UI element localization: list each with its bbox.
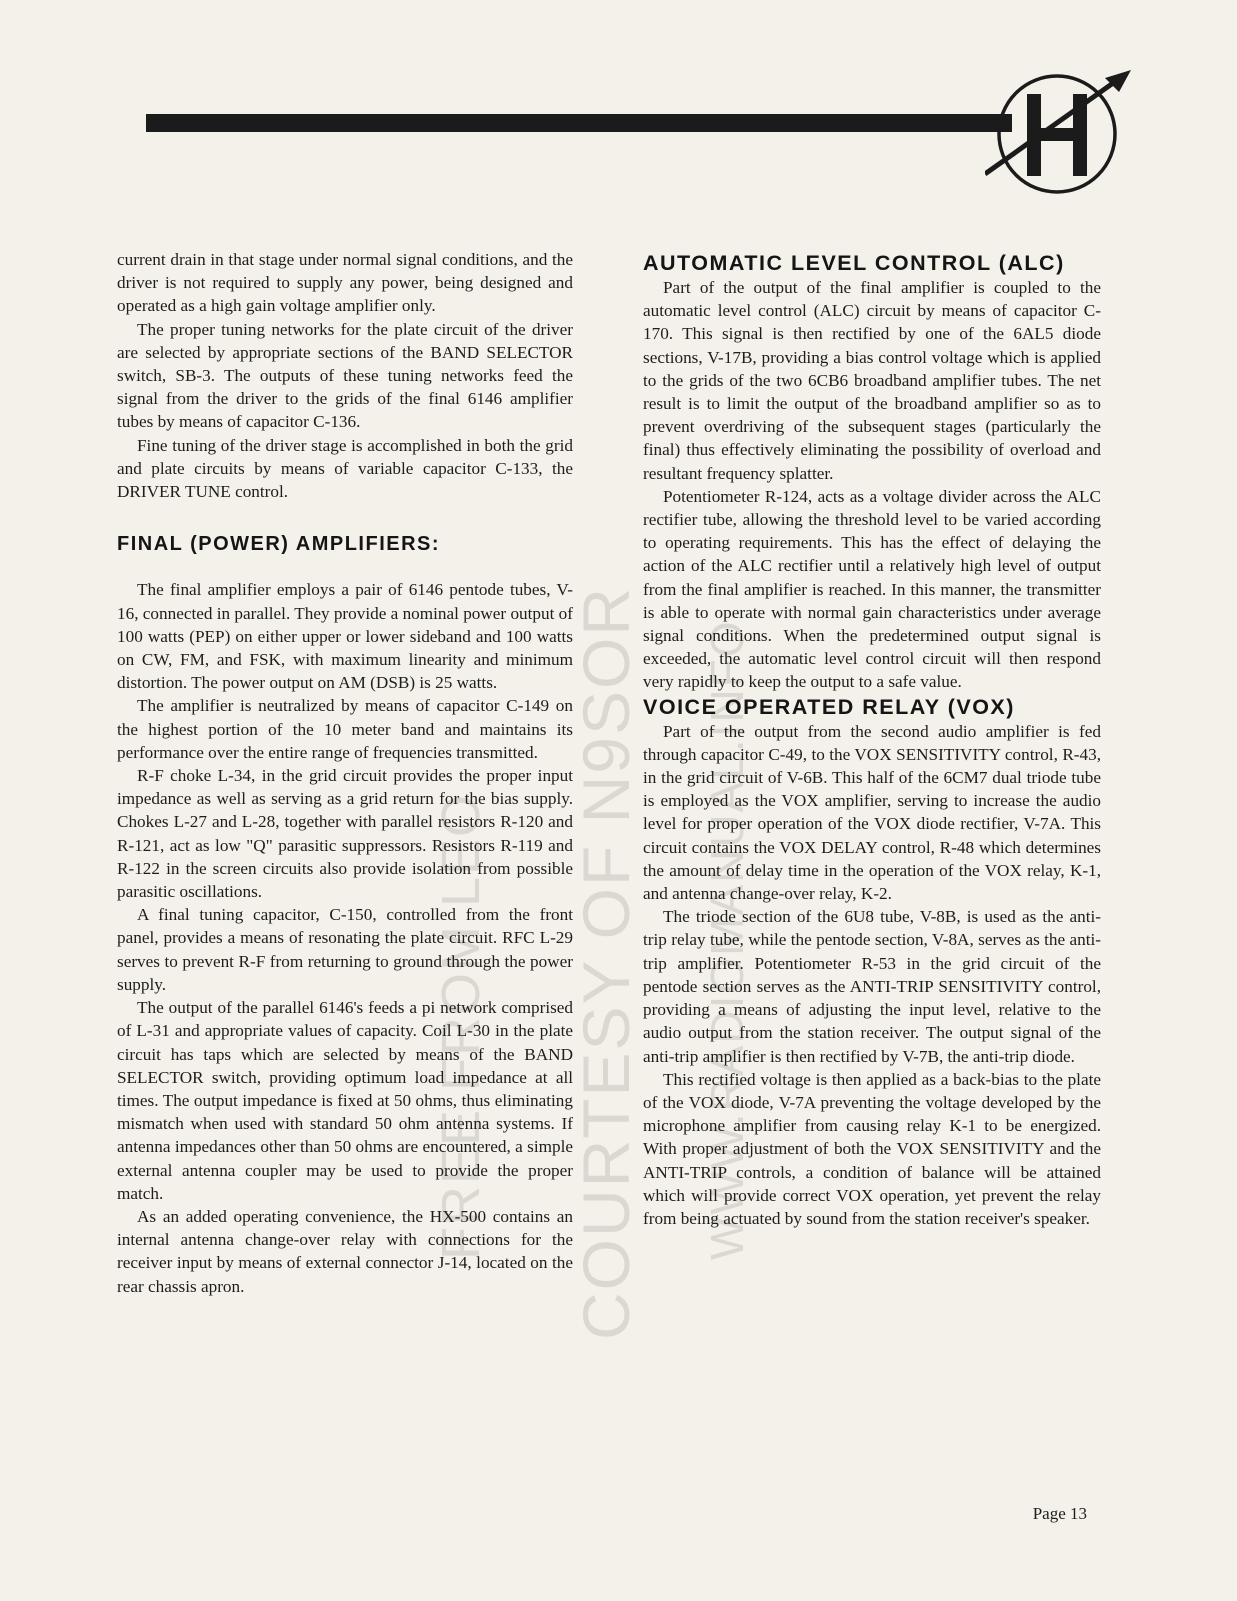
paragraph: current drain in that stage under normal signal conditions, and the driver is not required to supply any power, being designed and operated as a high gain voltage amplifier only. [117,250,573,316]
paragraph: Part of the output from the second audio amplifier is fed through capacitor C-49, to the VOX SENSITIVITY control, R-43, in the grid circuit of V-6B. This half of the 6CM7 dual triode tube is employed as the VOX amplifier, serving to increase the audio level for proper operation of the VOX diode rectifier, V-7A. This circuit contains the VOX DELAY control, R-48 which determines the amount of delay time in the operation of the VOX relay, K-1, and antenna change-over relay, K-2. [643,721,1101,904]
paragraph: The output of the parallel 6146's feeds a pi network comprised of L-31 and appropriate values of capacity. Coil L-30 in the plate circuit has taps which are selected by means of the BAND SELECTOR switch, providing optimum load impedance at all times. The output impedance is fixed at 50 ohms, thus eliminating mismatch when used with standard 50 ohm antenna systems. If antenna impedances other than 50 ohms are encountered, a simple external antenna coupler may be used to provide the proper match. [117,998,573,1203]
section-heading-vox: VOICE OPERATED RELAY (VOX) [643,694,1015,719]
watermark-line-1: COURTESY OF N9SOR [569,585,643,1340]
paragraph: Part of the output of the final amplifier is coupled to the automatic level control (ALC) circuit by means of capacitor C-170. This signal is then rectified by one of the 6AL5 diode sections, V-17B, providing a bias control voltage which is applied to the grids of the two 6CB6 broadband amplifier tubes. The net result is to limit the output of the broadband amplifier so as to prevent overdriving of the subsequent stages (particularly the final) thus effectively eliminating the possibility of overload and resultant frequency splatter. [643,278,1101,483]
paragraph: The final amplifier employs a pair of 6146 pentode tubes, V-16, connected in parallel. They provide a nominal power output of 100 watts (PEP) on either upper or lower sideband and 100 watts on CW, FM, and FSK, with maximum linearity and minimum distortion. The power output on AM (DSB) is 25 watts. [117,580,573,693]
paragraph: The proper tuning networks for the plate circuit of the driver are selected by appropriate sections of the BAND SELECTOR switch, SB-3. The outputs of these tuning networks feed the signal from the driver to the grids of the final 6146 amplifier tubes by means of capacitor C-136. [117,319,573,432]
paragraph: A final tuning capacitor, C-150, controlled from the front panel, provides a means of resonating the plate circuit. RFC L-29 serves to prevent R-F from returning to ground through the power supply. [117,905,573,994]
paragraph: R-F choke L-34, in the grid circuit provides the proper input impedance as well as serving as a grid return for the bias supply. Chokes L-27 and L-28, together with parallel resistors R-120 and R-121, act as low "Q" parasitic suppressors. Resistors R-119 and R-122 in the screen circuits also provide isolation from possible parasitic oscillations. [117,766,573,902]
paragraph: The triode section of the 6U8 tube, V-8B, is used as the anti-trip relay tube, while the pentode section, V-8A, serves as the anti-trip amplifier. Potentiometer R-53 in the grid circuit of the pentode section serves as the ANTI-TRIP SENSITIVITY control, providing a means of adjusting the input level, relative to the audio output from the station receiver. The output signal of the anti-trip amplifier is then rectified by V-7B, the anti-trip diode. [643,907,1101,1066]
paragraph: As an added operating convenience, the HX-500 contains an internal antenna change-over relay with connections for the receiver input by means of external connector J-14, located on the rear chassis apron. [117,1206,573,1296]
left-column [117,248,573,1298]
page-number: Page 13 [1032,1504,1087,1523]
paragraph: The amplifier is neutralized by means of capacitor C-149 on the highest portion of the 10 meter band and maintains its performance over the entire range of frequencies transmitted. [117,696,573,762]
paragraph: Fine tuning of the driver stage is accomplished in both the grid and plate circuits by means of variable capacitor C-133, the DRIVER TUNE control. [117,435,573,502]
hallicrafters-logo-icon [985,66,1135,196]
right-column [643,250,1101,1230]
watermark-line-2: FREE FROM LEO [431,792,491,1260]
paragraph: Potentiometer R-124, acts as a voltage divider across the ALC rectifier tube, allowing the threshold level to be varied according to operating requirements. This has the effect of delaying the action of the ALC rectifier until a relatively high level of output from the final amplifier is reached. In this manner, the transmitter is able to operate with normal gain characteristics under average signal conditions. When the predetermined output signal is exceeded, the automatic level control circuit will then respond very rapidly to keep the output to a safe value. [643,486,1101,692]
header-rule [146,114,1012,132]
section-heading-final-amplifiers: FINAL (POWER) AMPLIFIERS: [117,533,441,556]
paragraph: This rectified voltage is then applied as a back-bias to the plate of the VOX diode, V-7A preventing the voltage developed by the microphone amplifier from causing relay K-1 to be energized. With proper adjustment of both the VOX SENSITIVITY and the ANTI-TRIP controls, a condition of balance will be attained which will provide correct VOX operation, yet prevent the relay from being actuated by sound from the station receiver's speaker. [643,1069,1101,1228]
section-heading-alc: AUTOMATIC LEVEL CONTROL (ALC) [643,251,1065,275]
watermark-line-3: WWW.RADIOMANUAL.INFO [701,619,753,1260]
